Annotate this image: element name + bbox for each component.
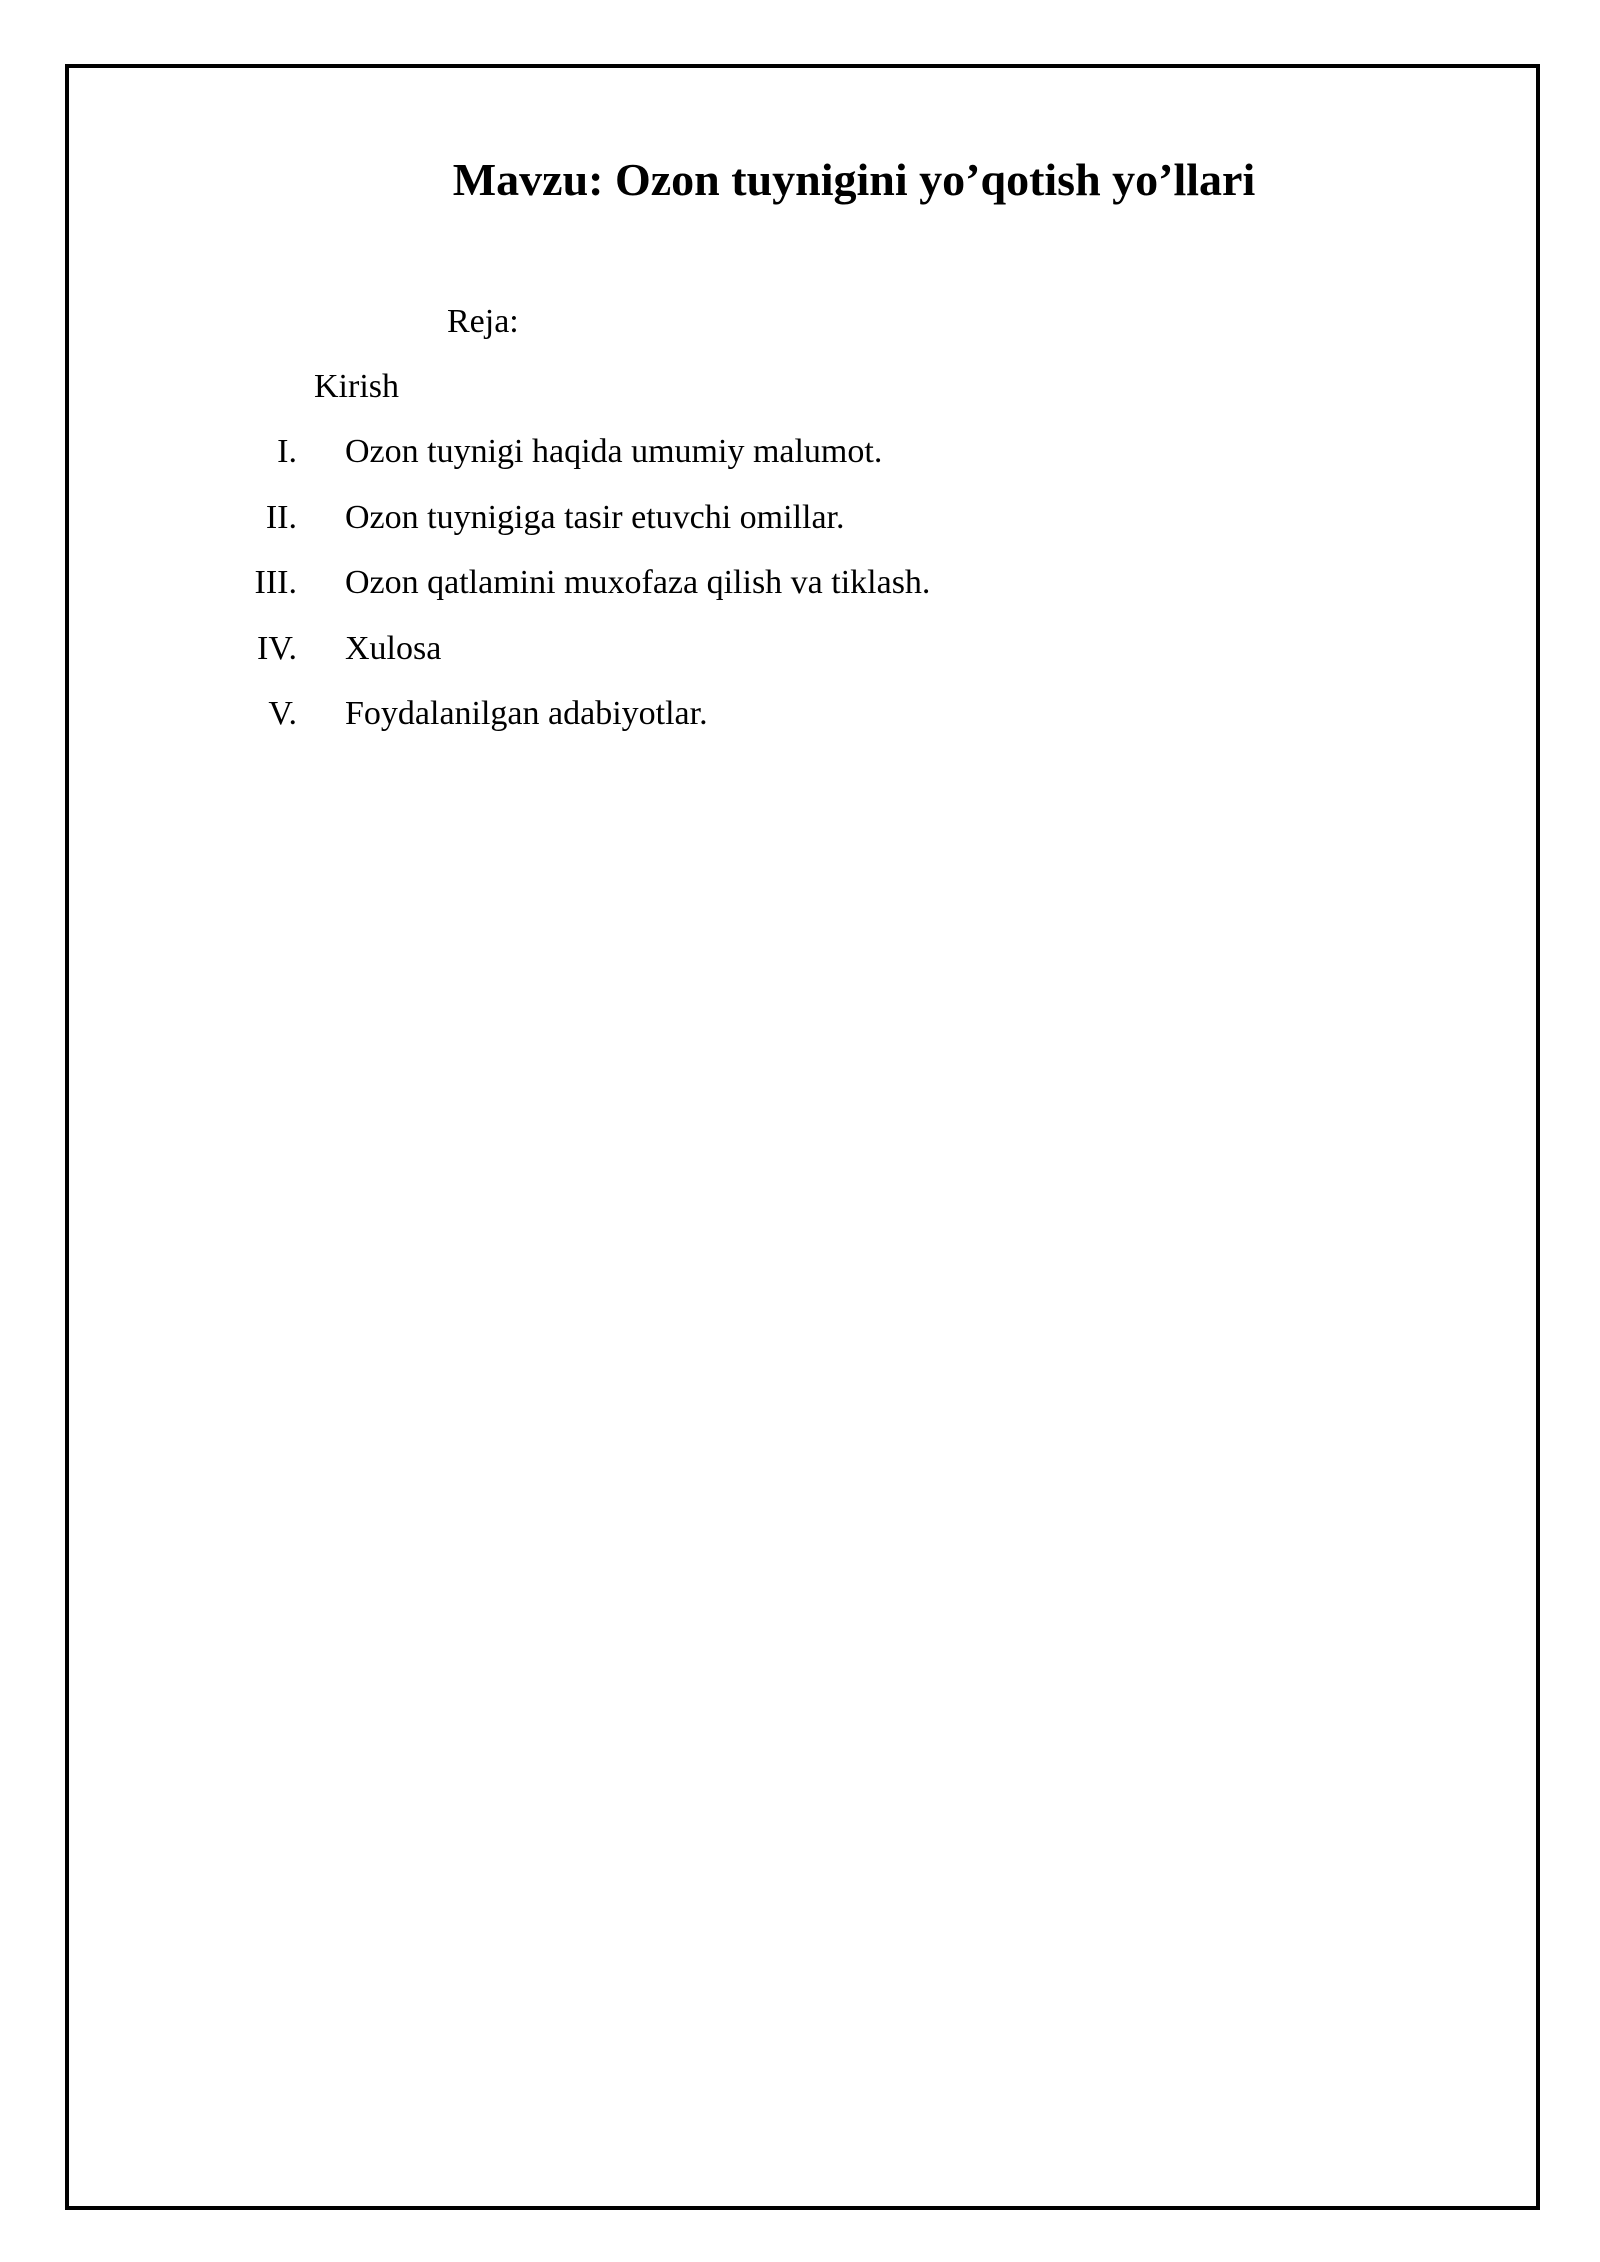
outline-numeral: I. (277, 433, 297, 470)
document-title: Mavzu: Ozon tuynigini yo’qotish yo’llari (452, 154, 1256, 205)
outline-numeral: II. (265, 498, 297, 536)
outline-text: Ozon qatlamini muxofaza qilish va tiklash. (345, 564, 931, 601)
outline-text: Ozon tuynigiga tasir etuvchi omillar. (345, 498, 845, 536)
outline-intro: Kirish (314, 368, 399, 405)
outline-numeral: IV. (257, 629, 297, 667)
page-border (65, 64, 1540, 2210)
outline-text: Foydalanilgan adabiyotlar. (345, 695, 708, 732)
outline-text: Ozon tuynigi haqida umumiy malumot. (345, 433, 883, 470)
outline-text: Xulosa (345, 629, 442, 667)
plan-heading: Reja: (447, 303, 519, 340)
outline-numeral: III. (254, 564, 297, 601)
outline-numeral: V. (268, 695, 297, 732)
